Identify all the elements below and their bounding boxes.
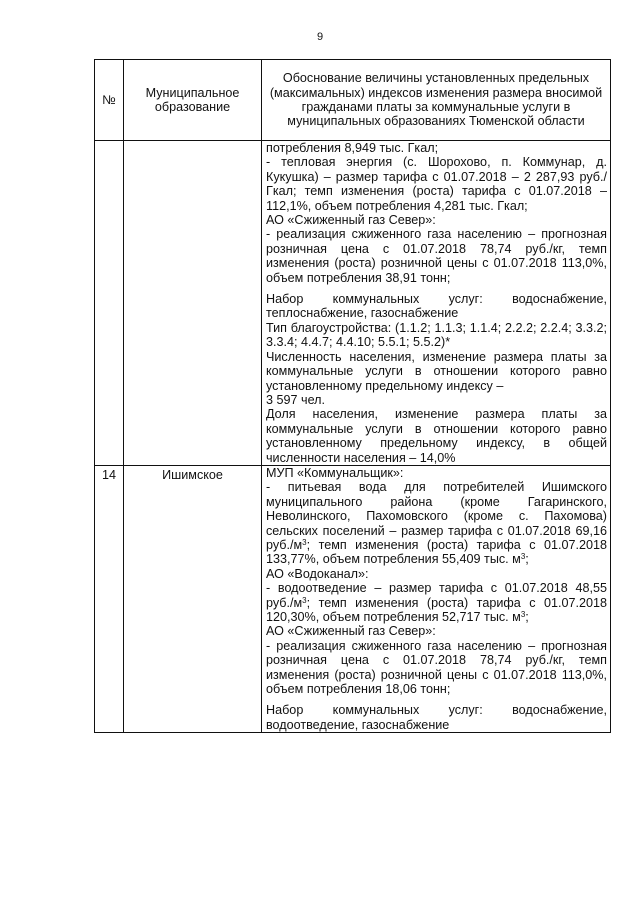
table-row	[95, 465, 611, 732]
paragraph: АО «Водоканал»:	[266, 566, 369, 581]
paragraph: Тип благоустройства: (1.1.2; 1.1.3; 1.1.4; 2.2.2; 2.2.4; 3.3.2; 3.3.4; 4.4.7; 4.4.10; 5.5.1; 5.5.2)*	[266, 320, 607, 350]
paragraph: - реализация сжиженного газа населению – прогнозная розничная цена с 01.07.2018 78,74 руб./кг, темп изменения (роста) розничной цены с 01.07.2018 113,0%, объем потребления 18,06 тонн;	[266, 638, 607, 697]
row-justification-cell	[262, 141, 611, 466]
header-num: №	[95, 60, 124, 141]
table-header-row	[95, 60, 611, 141]
paragraph: АО «Сжиженный газ Север»:	[266, 624, 436, 639]
row-municipality-cell	[124, 141, 262, 466]
paragraph: - питьевая вода для потребителей Ишимского муниципального района (кроме Гагаринского, Неволинского, Пахомовского (кроме с. Пахомова) сельских поселений – размер тарифа с 01.07.2018 69,16 $руб./м^3$; темп изменения (роста) тарифа с 01.07.2018 133,77%, объем потребления 55,409 тыс. $м^3$;	[266, 480, 607, 567]
paragraph: Набор коммунальных услуг: водоснабжение, теплоснабжение, газоснабжение	[266, 292, 607, 321]
paragraph: АО «Сжиженный газ Север»:	[266, 213, 436, 228]
page-number: 9	[316, 31, 324, 43]
header-municipality: Муниципальное образование	[124, 60, 262, 141]
paragraph: потребления 8,949 тыс. Гкал;	[266, 141, 439, 155]
row-num-cell: 14	[95, 465, 124, 732]
paragraph: Набор коммунальных услуг: водоснабжение, водоотведение, газоснабжение	[266, 703, 607, 732]
row-municipality-cell: Ишимское	[124, 465, 262, 732]
paragraph: - реализация сжиженного газа населению – прогнозная розничная цена с 01.07.2018 78,74 руб./кг, темп изменения (роста) розничной цены с 01.07.2018 113,0%, объем потребления 38,91 тонн;	[266, 227, 607, 285]
paragraph: - тепловая энергия (с. Шорохово, п. Коммунар, д. Кукушка) – размер тарифа с 01.07.2018 – 2 287,93 руб./Гкал; темп изменения (роста) тарифа с 01.07.2018 – 112,1%, объем потребления 4,281 тыс. Гкал;	[266, 155, 607, 213]
paragraph: Доля населения, изменение размера платы за коммунальные услуги в отношении которого равно установленному предельному индексу, в общей численности населения – 14,0%	[266, 407, 607, 465]
paragraph: - водоотведение – размер тарифа с 01.07.2018 48,55 $руб./м^3$; темп изменения (роста) тарифа с 01.07.2018 120,30%, объем потребления 52,717 тыс. $м^3$;	[266, 581, 607, 624]
paragraph: 3 597 чел.	[266, 392, 326, 407]
row-justification-cell	[262, 465, 611, 732]
table-row	[95, 141, 611, 466]
row-num-cell	[95, 141, 124, 466]
paragraph: Численность населения, изменение размера платы за коммунальные услуги в отношении которого равно установленному предельному индексу –	[266, 349, 607, 393]
paragraph: МУП «Коммунальщик»:	[266, 465, 404, 480]
tariff-table	[94, 59, 611, 733]
header-justification: Обоснование величины установленных предельных (максимальных) индексов изменения размера вносимой гражданами платы за коммунальные услуги в муниципальных образованиях Тюменской области	[262, 60, 611, 141]
